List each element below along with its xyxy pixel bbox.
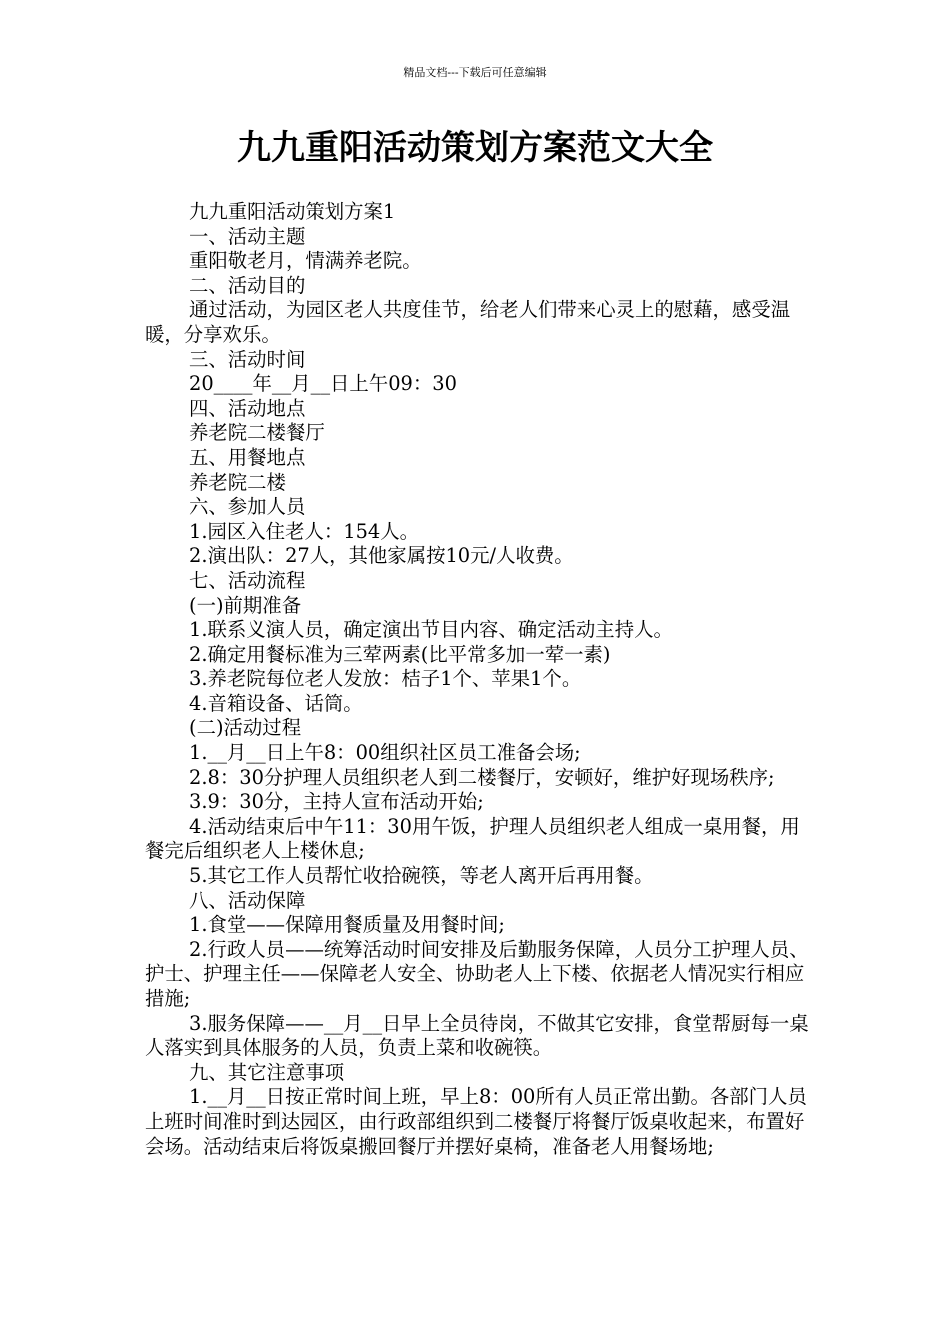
- subsection-heading: (二)活动过程: [189, 716, 302, 740]
- list-item: 2.行政人员——统筹活动时间安排及后勤服务保障，人员分工护理人员、护士、护理主任——保障老人安全、协助老人上下楼、依据老人情况实行相应措施;: [145, 937, 809, 1010]
- paragraph: 20____年__月__日上午09：30: [189, 372, 457, 396]
- list-item: 1.联系义演人员，确定演出节目内容、确定活动主持人。: [189, 618, 673, 642]
- list-item: 4.活动结束后中午11：30用午饭，护理人员组织老人组成一桌用餐，用餐完后组织老人上楼休息;: [145, 814, 800, 863]
- document-title: 九九重阳活动策划方案范文大全: [237, 128, 713, 168]
- section-heading: 七、活动流程: [189, 568, 306, 592]
- list-item: 3.服务保障——__月__日早上全员待岗，不做其它安排，食堂帮厨每一桌人落实到具体服务的人员，负责上菜和收碗筷。: [145, 1011, 809, 1060]
- paragraph: 重阳敬老月，情满养老院。: [189, 249, 422, 273]
- list-item: 2.8：30分护理人员组织老人到二楼餐厅，安顿好，维护好现场秩序;: [189, 765, 775, 789]
- list-item: 2.演出队：27人，其他家属按10元/人收费。: [189, 544, 574, 568]
- list-item: 5.其它工作人员帮忙收拾碗筷，等老人离开后再用餐。: [189, 864, 654, 888]
- list-item: 4.音箱设备、话筒。: [189, 691, 363, 715]
- section-heading: 三、活动时间: [189, 347, 306, 371]
- section-heading: 五、用餐地点: [189, 445, 306, 469]
- list-item: 1.__月__日上午8：00组织社区员工准备会场;: [189, 741, 581, 765]
- subsection-heading: (一)前期准备: [189, 593, 302, 617]
- plan-subtitle: 九九重阳活动策划方案1: [189, 200, 396, 223]
- document-body: [145, 200, 810, 1159]
- paragraph: 养老院二楼: [189, 470, 286, 494]
- page-header-note: 精品文档---下载后可任意编辑: [403, 66, 547, 79]
- list-item: 1.__月__日按正常时间上班，早上8：00所有人员正常出勤。各部门人员上班时间准时到达园区，由行政部组织到二楼餐厅将餐厅饭桌收起来，布置好会场。活动结束后将饭桌搬回餐厅并摆好桌椅，准备老人用餐场地;: [145, 1085, 807, 1158]
- section-heading: 一、活动主题: [189, 224, 306, 248]
- section-heading: 四、活动地点: [189, 396, 306, 420]
- section-heading: 九、其它注意事项: [189, 1060, 345, 1084]
- section-heading: 二、活动目的: [189, 273, 306, 297]
- paragraph: 通过活动，为园区老人共度佳节，给老人们带来心灵上的慰藉，感受温暖，分享欢乐。: [145, 298, 791, 346]
- list-item: 1.园区入住老人：154人。: [189, 519, 420, 543]
- list-item: 3.养老院每位老人发放：桔子1个、苹果1个。: [189, 667, 582, 691]
- list-item: 3.9：30分，主持人宣布活动开始;: [189, 790, 484, 814]
- section-heading: 六、参加人员: [189, 495, 306, 519]
- paragraph: 养老院二楼餐厅: [189, 421, 325, 445]
- list-item: 2.确定用餐标准为三荤两素(比平常多加一荤一素): [189, 642, 611, 666]
- section-heading: 八、活动保障: [189, 888, 306, 912]
- list-item: 1.食堂——保障用餐质量及用餐时间;: [189, 913, 505, 937]
